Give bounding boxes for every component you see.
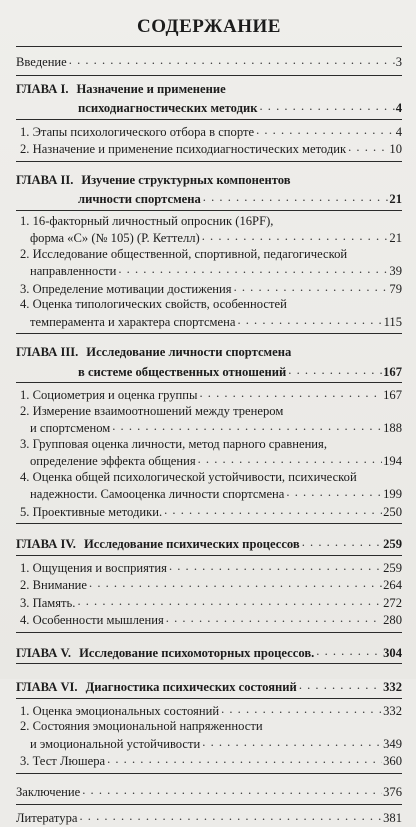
- chapter-heading: [16, 345, 402, 361]
- leader-dots: [77, 594, 382, 610]
- toc-entry: 2. Состояния эмоциональной напряженности: [20, 719, 263, 733]
- divider: [16, 632, 402, 633]
- entry-page: 199: [383, 487, 402, 501]
- entry-text: 2. Внимание: [20, 578, 88, 592]
- chapter-page: 21: [389, 192, 402, 206]
- divider: [16, 523, 402, 524]
- chapter-title-cont: психодиагностических методик: [78, 101, 258, 115]
- divider: [16, 663, 402, 664]
- entry-page: 381: [383, 811, 402, 825]
- leader-dots: [234, 280, 389, 296]
- leader-dots: [198, 452, 382, 468]
- toc-entry: 3. Групповая оценка личности, метод парного сравнения,: [20, 436, 327, 451]
- toc-entry: [16, 280, 402, 298]
- toc-entry-literature: [16, 809, 402, 827]
- leader-dots: [107, 752, 382, 768]
- toc-entry-cont: [16, 485, 402, 503]
- divider: [16, 333, 402, 334]
- leader-dots: [89, 576, 382, 592]
- divider: [16, 804, 402, 805]
- chapter-heading: [16, 644, 402, 662]
- entry-text-cont: форма «С» (№ 105) (Р. Кеттелл): [30, 231, 200, 245]
- leader-dots: [256, 123, 395, 139]
- chapters-list: [16, 82, 402, 779]
- entry-page: 79: [389, 281, 402, 296]
- chapter-title-cont: личности спортсмена: [78, 192, 201, 206]
- leader-dots: [199, 386, 382, 402]
- chapter-page: 259: [383, 537, 402, 551]
- toc-entry: 1. 16-факторный личностный опросник (16PF),: [20, 213, 274, 228]
- divider: [16, 382, 402, 383]
- entry-label: Литература: [16, 811, 78, 825]
- leader-dots: [69, 53, 395, 69]
- leader-dots: [203, 190, 389, 206]
- divider: [16, 161, 402, 162]
- divider: [16, 119, 402, 120]
- leader-dots: [348, 140, 388, 156]
- entry-page: 167: [383, 388, 402, 402]
- chapter-page: 167: [383, 364, 402, 379]
- chapter-title: Диагностика психических состояний: [85, 680, 297, 694]
- entry-page: 264: [383, 578, 402, 592]
- leader-dots: [259, 99, 394, 115]
- toc-entry: [16, 752, 402, 770]
- toc-entry: [16, 559, 402, 577]
- chapter-heading: [16, 678, 402, 696]
- divider: [16, 210, 402, 211]
- entry-page: 250: [383, 504, 402, 519]
- chapter-title: Исследование психомоторных процессов.: [79, 645, 315, 660]
- divider: [16, 46, 402, 47]
- toc-entry-cont: [16, 452, 402, 470]
- divider: [16, 773, 402, 774]
- entry-page: 332: [383, 703, 402, 718]
- toc-entry: [16, 503, 402, 521]
- entry-text-cont: надежности. Самооценка личности спортсмена: [30, 487, 285, 501]
- entry-text: 2. Назначение и применение психодиагностических методик: [20, 142, 347, 156]
- entry-text: 3. Определение мотивации достижения: [20, 281, 232, 296]
- entry-text-cont: определение эффекта общения: [30, 454, 196, 468]
- chapter-label: ГЛАВА III.: [16, 345, 79, 359]
- entry-page: 188: [383, 421, 402, 435]
- entry-page: 360: [383, 754, 402, 768]
- entry-page: 272: [383, 595, 402, 610]
- divider: [16, 698, 402, 699]
- toc-entry: 4. Оценка общей психологической устойчивости, психической: [20, 469, 357, 484]
- chapter-heading: [16, 82, 402, 98]
- leader-dots: [237, 313, 382, 329]
- entry-page: 10: [389, 142, 402, 156]
- entry-text: 3. Память.: [20, 595, 76, 610]
- leader-dots: [79, 809, 382, 825]
- toc-entry-conclusion: [16, 783, 402, 801]
- entry-page: 280: [383, 613, 402, 627]
- leader-dots: [316, 644, 382, 660]
- toc-entry: 2. Исследование общественной, спортивной, педагогической: [20, 246, 348, 261]
- entry-text-cont: темперамента и характера спортсмена: [30, 314, 236, 329]
- toc-entry: 4. Оценка типологических свойств, особенностей: [20, 297, 287, 311]
- toc-entry: [16, 386, 402, 404]
- divider: [16, 555, 402, 556]
- chapter-page: 4: [395, 101, 402, 115]
- leader-dots: [169, 559, 382, 575]
- leader-dots: [166, 611, 382, 627]
- chapter-title: Изучение структурных компонентов: [81, 172, 291, 187]
- leader-dots: [164, 503, 382, 519]
- chapter-title: Назначение и применение: [76, 81, 226, 96]
- entry-page: 115: [383, 314, 402, 329]
- entry-text: 1. Оценка эмоциональных состояний: [20, 703, 220, 718]
- entry-text: 1. Ощущения и восприятия: [20, 560, 167, 575]
- chapter-label: ГЛАВА VI.: [16, 680, 78, 694]
- chapter-heading-cont: [16, 363, 402, 381]
- leader-dots: [112, 419, 382, 435]
- chapter-label: ГЛАВА IV.: [16, 537, 76, 551]
- leader-dots: [202, 229, 389, 245]
- chapter-block: [16, 678, 402, 779]
- entry-text-cont: и эмоциональной устойчивости: [30, 736, 201, 751]
- leader-dots: [288, 363, 382, 379]
- toc-entry-intro: [16, 53, 402, 71]
- entry-text: 5. Проективные методики.: [20, 504, 163, 519]
- chapter-heading: [16, 173, 402, 189]
- chapter-block: [16, 173, 402, 340]
- entry-text-cont: и спортсменом: [30, 421, 111, 435]
- entry-page: 3: [395, 55, 402, 69]
- toc-entry-cont: [16, 313, 402, 331]
- entry-page: 21: [389, 231, 402, 245]
- chapter-title-cont: в системе общественных отношений: [78, 364, 287, 379]
- toc-entry: 2. Измерение взаимоотношений между тренером: [20, 403, 284, 418]
- entry-page: 4: [395, 124, 402, 139]
- entry-text: 3. Тест Люшера: [20, 754, 106, 768]
- chapter-block: [16, 644, 402, 673]
- chapter-title: Исследование психических процессов: [83, 537, 300, 551]
- chapter-page: 332: [383, 680, 402, 694]
- leader-dots: [202, 735, 382, 751]
- leader-dots: [302, 535, 382, 551]
- entry-text: 1. Социометрия и оценка группы: [20, 388, 198, 402]
- toc-entry-cont: [16, 229, 402, 247]
- entry-label: Введение: [16, 55, 67, 69]
- toc-entry: [16, 576, 402, 594]
- leader-dots: [286, 485, 382, 501]
- toc-entry: [16, 611, 402, 629]
- chapter-heading: [16, 535, 402, 553]
- entry-page: 259: [383, 560, 402, 575]
- chapter-label: ГЛАВА V.: [16, 645, 72, 660]
- chapter-heading-cont: [16, 190, 402, 208]
- page-title: СОДЕРЖАНИЕ: [137, 16, 281, 37]
- leader-dots: [82, 783, 382, 799]
- entry-text-cont: направленности: [30, 264, 117, 278]
- chapter-block: [16, 535, 402, 638]
- chapter-block: [16, 82, 402, 167]
- toc-entry-cont: [16, 735, 402, 753]
- chapter-label: ГЛАВА II.: [16, 172, 74, 187]
- toc-entry: [16, 140, 402, 158]
- chapter-title: Исследование личности спортсмена: [86, 345, 292, 359]
- entry-text: 1. Этапы психологического отбора в спорте: [20, 124, 255, 139]
- chapter-page: 304: [383, 645, 402, 660]
- leader-dots: [118, 262, 388, 278]
- toc-entry-cont: [16, 419, 402, 437]
- entry-label: Заключение: [16, 784, 81, 799]
- divider: [16, 75, 402, 76]
- entry-text: 4. Особенности мышления: [20, 613, 164, 627]
- toc-entry: [16, 702, 402, 720]
- chapter-heading-cont: [16, 99, 402, 117]
- entry-page: 349: [383, 736, 402, 751]
- chapter-block: [16, 345, 402, 529]
- leader-dots: [221, 702, 382, 718]
- entry-page: 376: [383, 784, 402, 799]
- entry-page: 39: [389, 264, 402, 278]
- chapter-label: ГЛАВА I.: [16, 81, 69, 96]
- leader-dots: [299, 678, 382, 694]
- toc-entry: [16, 123, 402, 141]
- toc-entry-cont: [16, 262, 402, 280]
- entry-page: 194: [383, 454, 402, 468]
- toc-entry: [16, 594, 402, 612]
